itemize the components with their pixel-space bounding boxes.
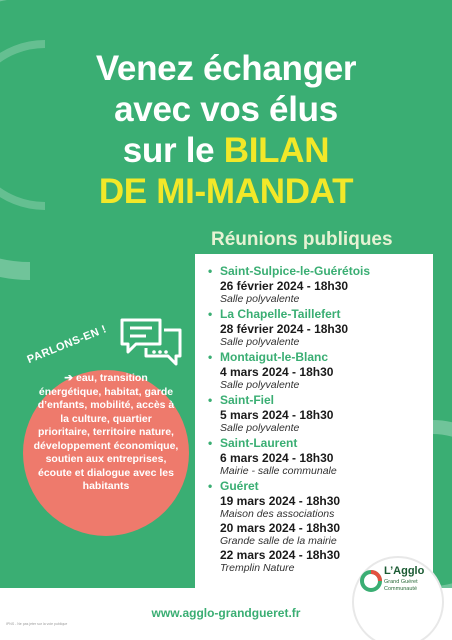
section-subtitle: Réunions publiques bbox=[211, 229, 393, 250]
meeting-entry bbox=[208, 436, 433, 478]
meeting-town-name: Saint-Sulpice-le-Guérétois bbox=[220, 264, 371, 278]
bullet-icon: • bbox=[208, 479, 213, 493]
logo-subtitle bbox=[384, 579, 440, 592]
meeting-date: 22 mars 2024 - 18h30 bbox=[220, 548, 341, 562]
meeting-place: Salle polyvalente bbox=[220, 379, 300, 391]
meeting-date: 26 février 2024 - 18h30 bbox=[220, 279, 349, 293]
meeting-entry bbox=[208, 307, 433, 349]
meetings-list bbox=[208, 264, 433, 576]
meeting-town-name: Guéret bbox=[220, 479, 259, 493]
parlons-en-label: PARLONS-EN ! bbox=[25, 323, 109, 366]
title-line-2: avec vos élus bbox=[114, 90, 338, 129]
meeting-place: Grande salle de la mairie bbox=[220, 535, 337, 547]
meeting-entry bbox=[208, 393, 433, 435]
title-line-3 bbox=[0, 130, 452, 171]
meeting-town bbox=[208, 350, 433, 365]
arrow-icon: ➔ bbox=[64, 372, 74, 384]
meeting-town bbox=[208, 479, 433, 494]
topics-text bbox=[33, 372, 179, 494]
title-highlight-bilan: BILAN bbox=[223, 131, 330, 170]
meeting-place: Salle polyvalente bbox=[220, 336, 300, 348]
meeting-place: Tremplin Nature bbox=[220, 562, 295, 574]
logo-subtitle-line-1: Grand Guéret bbox=[384, 579, 418, 585]
meeting-date: 28 février 2024 - 18h30 bbox=[220, 322, 349, 336]
chat-bubbles-icon bbox=[118, 316, 186, 368]
meeting-town bbox=[208, 393, 433, 408]
meeting-place: Salle polyvalente bbox=[220, 422, 300, 434]
meeting-date: 4 mars 2024 - 18h30 bbox=[220, 365, 334, 379]
meeting-place: Mairie - salle communale bbox=[220, 465, 337, 477]
meeting-town-name: Saint-Laurent bbox=[220, 436, 298, 450]
title-line-3-prefix: sur le bbox=[122, 131, 224, 170]
bullet-icon: • bbox=[208, 436, 213, 450]
fine-print: IPNS - Ne pas jeter sur la voie publique bbox=[6, 622, 68, 626]
website-link[interactable]: www.agglo-grandgueret.fr bbox=[151, 606, 301, 620]
bullet-icon: • bbox=[208, 264, 213, 278]
meeting-town bbox=[208, 264, 433, 279]
topics-list: eau, transition énergétique, habitat, garde d’enfants, mobilité, accès à la culture, quartier prioritaire, territoire nature, développement économique, soutien aux entreprises, écoute et dialogue avec les habitants bbox=[33, 372, 179, 492]
meeting-place: Maison des associations bbox=[220, 508, 335, 520]
meeting-entry bbox=[208, 264, 433, 306]
meeting-town bbox=[208, 436, 433, 451]
meeting-date: 20 mars 2024 - 18h30 bbox=[220, 521, 341, 535]
logo-subtitle-line-2: Communauté bbox=[384, 585, 418, 592]
meeting-town bbox=[208, 307, 433, 322]
title-line-1: Venez échanger bbox=[95, 49, 357, 88]
bullet-icon: • bbox=[208, 393, 213, 407]
title-line-4: DE MI-MANDAT bbox=[98, 172, 354, 211]
bullet-icon: • bbox=[208, 350, 213, 364]
meeting-date: 19 mars 2024 - 18h30 bbox=[220, 494, 341, 508]
logo-name: L’Agglo bbox=[384, 565, 425, 577]
meeting-town-name: Saint-Fiel bbox=[220, 393, 275, 407]
meeting-town-name: La Chapelle-Taillefert bbox=[220, 307, 341, 321]
agglo-logo-icon bbox=[360, 570, 382, 592]
meeting-date: 6 mars 2024 - 18h30 bbox=[220, 451, 334, 465]
poster-title bbox=[0, 48, 452, 212]
meeting-date: 5 mars 2024 - 18h30 bbox=[220, 408, 334, 422]
bullet-icon: • bbox=[208, 307, 213, 321]
meeting-place: Salle polyvalente bbox=[220, 293, 300, 305]
meeting-entry bbox=[208, 350, 433, 392]
meeting-town-name: Montaigut-le-Blanc bbox=[220, 350, 328, 364]
